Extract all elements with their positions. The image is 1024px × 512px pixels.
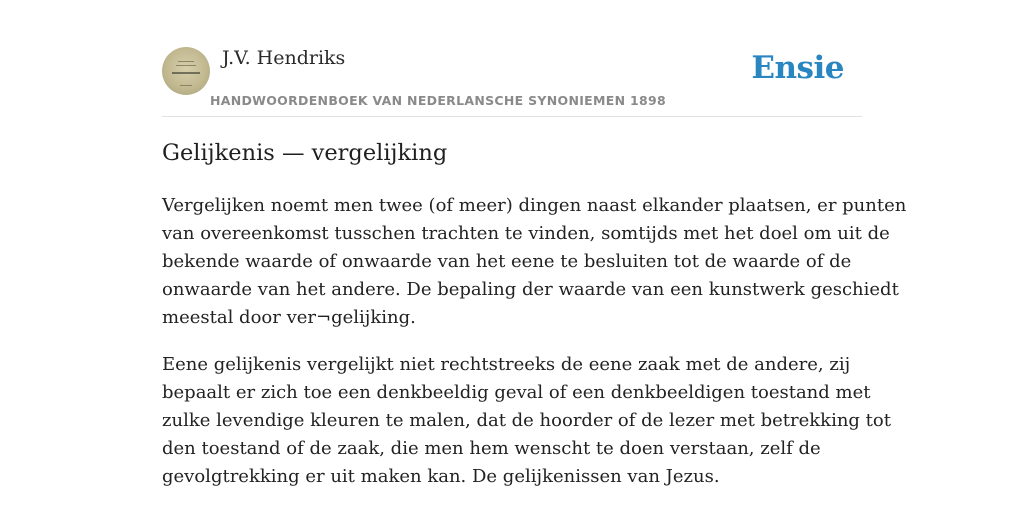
entry-body — [162, 192, 907, 510]
ensie-logo[interactable]: Ensie — [751, 50, 844, 86]
paragraph-line: bekende waarde of onwaarde van het eene te besluiten tot de waarde of de — [162, 251, 852, 272]
paragraph-line: bepaalt er zich toe een denkbeeldig geval of een denkbeeldigen toestand met — [162, 382, 871, 403]
avatar-decoration — [180, 85, 192, 86]
avatar-decoration — [172, 72, 200, 74]
source-title[interactable]: HANDWOORDENBOEK VAN NEDERLANSCHE SYNONIEMEN 1898 — [210, 93, 667, 108]
paragraph — [162, 192, 907, 332]
paragraph-line: Vergelijken noemt men twee (of meer) dingen naast elkander plaatsen, er punten — [162, 195, 907, 216]
entry-title: Gelijkenis — vergelijking — [162, 140, 448, 166]
avatar-decoration — [178, 61, 194, 62]
paragraph-line: den toestand of de zaak, die men hem wenscht te doen verstaan, zelf de — [162, 438, 821, 459]
paragraph-line: van overeenkomst tusschen trachten te vinden, somtijds met het doel om uit de — [162, 223, 890, 244]
author-name[interactable]: J.V. Hendriks — [222, 47, 346, 69]
paragraph — [162, 351, 891, 491]
paragraph-line: gevolgtrekking er uit maken kan. De gelijkenissen van Jezus. — [162, 466, 720, 487]
paragraph-line: meestal door ver¬gelijking. — [162, 307, 416, 328]
paragraph-line: Eene gelijkenis vergelijkt niet rechtstreeks de eene zaak met de andere, zij — [162, 354, 851, 375]
page-header — [162, 46, 862, 117]
avatar-decoration — [176, 65, 196, 66]
paragraph-line: onwaarde van het andere. De bepaling der waarde van een kunstwerk geschiedt — [162, 279, 899, 300]
paragraph-line: zulke levendige kleuren te malen, dat de hoorder of de lezer met betrekking tot — [162, 410, 891, 431]
author-avatar[interactable] — [162, 47, 210, 95]
